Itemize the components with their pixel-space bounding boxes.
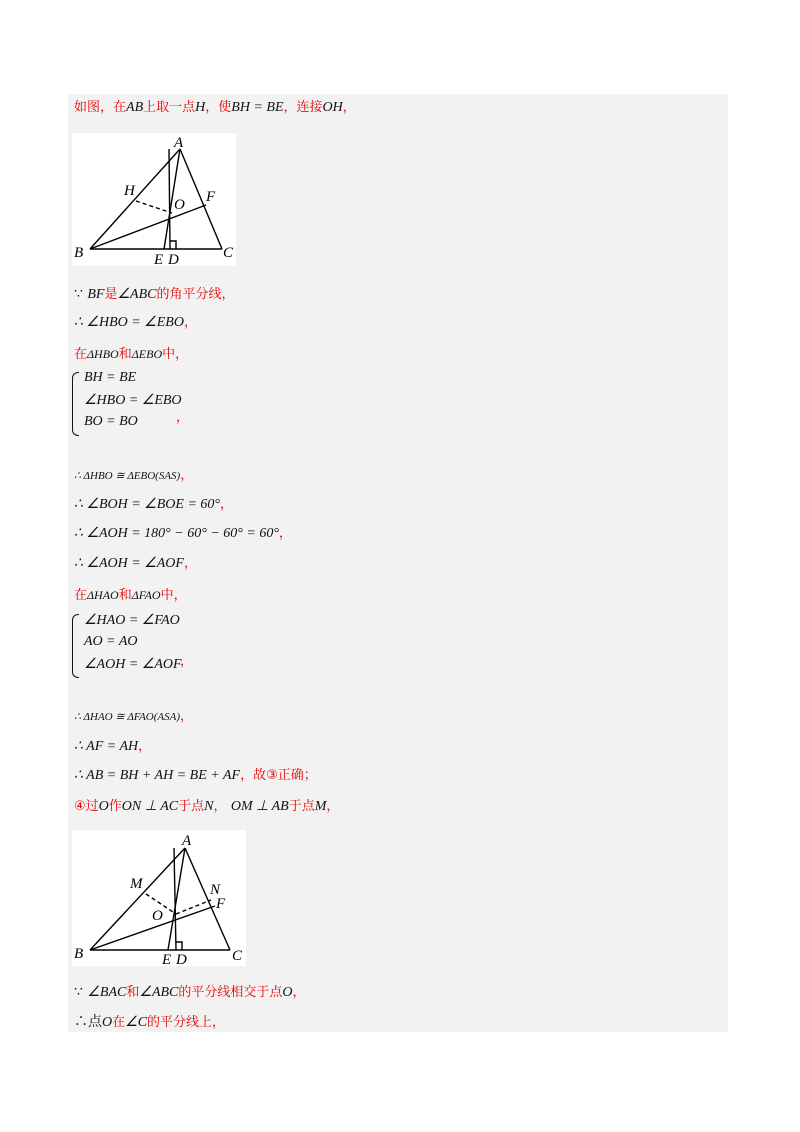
because-symbol: ∵ — [74, 985, 83, 1000]
text-line-10 — [74, 706, 193, 727]
system-row: ∠HAO = ∠FAO — [84, 613, 180, 628]
brace — [72, 372, 79, 436]
text: ， — [183, 556, 197, 571]
text: ， — [183, 315, 197, 330]
text: ， — [180, 709, 194, 724]
text: 和 — [126, 985, 140, 1000]
text-line-8 — [74, 553, 197, 574]
math: ∠C — [125, 1015, 148, 1030]
label-e: E — [162, 952, 172, 966]
math: OH — [322, 100, 343, 115]
text-line-7 — [74, 523, 292, 544]
label-n: N — [210, 882, 221, 898]
math: ∴ ∠HBO = ∠EBO — [74, 315, 184, 330]
label-o: O — [152, 908, 163, 924]
triangle-figure-1 — [72, 133, 236, 266]
math: ON ⊥ AC — [121, 799, 179, 814]
because-symbol: ∵ — [74, 287, 83, 302]
label-b: B — [74, 245, 84, 261]
math: ΔHAO — [87, 588, 119, 602]
text: 在 — [74, 588, 88, 603]
text: 中， — [160, 588, 187, 603]
text-line-15 — [74, 1012, 225, 1033]
math: O — [98, 799, 109, 814]
text: 和 — [118, 347, 132, 362]
text-line-6 — [74, 494, 233, 515]
text: 于点 — [288, 799, 315, 814]
text: 的角平分线， — [156, 287, 235, 302]
text-line-5 — [74, 465, 193, 486]
text-line-3 — [74, 312, 197, 333]
text: ，使 — [205, 100, 232, 115]
system-row: ∠AOH = ∠AOF — [84, 657, 182, 672]
math: ∠ABC — [139, 985, 179, 1000]
text: 如图，在 — [74, 100, 127, 115]
system-row: AO = AO — [84, 634, 138, 649]
text: ， — [176, 410, 190, 425]
system-row: ∠HBO = ∠EBO — [84, 393, 182, 408]
label-f: F — [206, 189, 216, 205]
math: ∴ ∠AOH = 180° − 60° − 60° = 60° — [74, 526, 279, 541]
text: ， — [326, 799, 340, 814]
label-d: D — [168, 252, 179, 266]
text: 的平分线相交于点 — [178, 985, 283, 1000]
math: ∴ AB = BH + AH = BE + AF — [74, 768, 241, 783]
math: M — [314, 799, 327, 814]
math: O — [102, 1015, 113, 1030]
math: ∴ AF = AH — [74, 739, 139, 754]
system-row: BO = BO — [84, 414, 138, 429]
text-line-2 — [74, 284, 235, 305]
text: 在 — [74, 347, 88, 362]
math: ΔFAO — [131, 588, 161, 602]
text-line-12 — [74, 765, 317, 786]
math: ∴ ∠BOH = ∠BOE = 60° — [74, 497, 220, 512]
text: 的平分线上， — [147, 1015, 226, 1030]
math: BF — [87, 287, 105, 302]
math: ΔHBO — [87, 347, 119, 361]
equation-system-1 — [72, 370, 212, 436]
math: ∴ ΔHBO ≅ ΔEBO(SAS) — [74, 470, 181, 482]
math: H — [195, 100, 206, 115]
label-m: M — [130, 876, 143, 892]
brace — [72, 614, 79, 678]
text: ④过 — [74, 799, 99, 814]
text: 于点 — [178, 799, 205, 814]
label-a: A — [182, 833, 192, 849]
label-e: E — [154, 252, 164, 266]
text-line-13 — [74, 796, 339, 817]
text: 是 — [104, 287, 118, 302]
math: ΔEBO — [131, 347, 163, 361]
math: N — [204, 799, 214, 814]
text-line-1 — [74, 97, 356, 118]
label-o: O — [174, 197, 185, 213]
math: ∠ABC — [117, 287, 157, 302]
label-d: D — [176, 952, 187, 966]
label-a: A — [174, 135, 184, 151]
math: ∴ ΔHAO ≅ ΔFAO(ASA) — [74, 711, 181, 723]
label-c: C — [232, 948, 243, 964]
text-line-9 — [74, 585, 187, 606]
math: BH = BE — [231, 100, 284, 115]
text: ， — [220, 497, 234, 512]
label-f: F — [216, 896, 226, 912]
text: 作 — [108, 799, 122, 814]
math: OM ⊥ AB — [230, 799, 289, 814]
text-line-4 — [74, 344, 188, 365]
system-row: BH = BE — [84, 370, 137, 385]
text: ， — [213, 799, 227, 814]
text: 和 — [118, 588, 132, 603]
text: ， — [342, 100, 356, 115]
math: ∴点 — [74, 1015, 102, 1030]
text-line-14 — [74, 982, 306, 1003]
text: ， — [278, 526, 292, 541]
label-c: C — [223, 245, 234, 261]
label-b: B — [74, 946, 84, 962]
text-line-11 — [74, 736, 151, 757]
text: ，故③正确； — [240, 768, 317, 783]
text: ， — [292, 985, 306, 1000]
label-h: H — [124, 183, 135, 199]
text: ， — [180, 654, 194, 669]
math: ∠BAC — [87, 985, 127, 1000]
triangle-figure-2 — [72, 830, 246, 966]
text: ， — [138, 739, 152, 754]
text: 上取一点 — [143, 100, 196, 115]
text: ，连接 — [283, 100, 323, 115]
text: 在 — [112, 1015, 126, 1030]
text: ， — [180, 468, 194, 483]
text: 中， — [162, 347, 189, 362]
math: AB — [126, 100, 144, 115]
math: ∴ ∠AOH = ∠AOF — [74, 556, 184, 571]
math: O — [282, 985, 293, 1000]
